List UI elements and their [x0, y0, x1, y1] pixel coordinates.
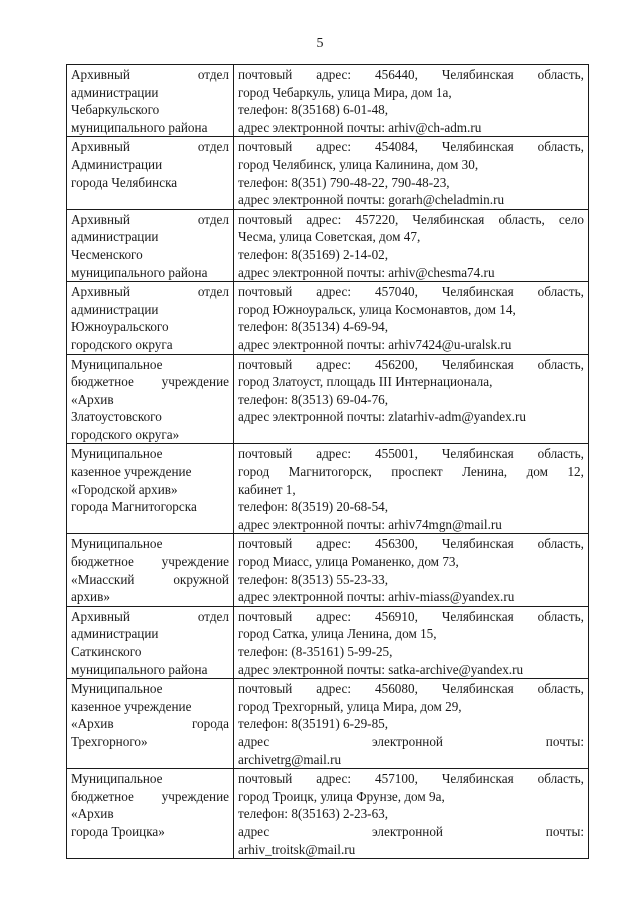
- archive-contact-line: адрес электронной почты: zlatarhiv-adm@yandex.ru: [238, 409, 527, 425]
- archive-name-line: Муниципальное: [71, 536, 163, 552]
- archive-contact-line: [238, 680, 584, 698]
- archive-contact-cell: [234, 534, 589, 606]
- archive-name-line: Южноуральского: [71, 319, 169, 335]
- archive-name-line: [71, 373, 229, 391]
- archive-contact-word: адрес:: [316, 67, 352, 82]
- archive-contact-line: [238, 283, 584, 301]
- archive-name-word: города: [191, 716, 229, 732]
- archive-contact-cell: [234, 444, 589, 534]
- archive-contact-word: Челябинская: [412, 211, 485, 227]
- archive-contact-word: 454084,: [375, 139, 418, 155]
- archive-contact-word: село: [558, 211, 584, 227]
- archive-contact-word: область,: [537, 608, 584, 624]
- archive-name-line: администрации: [71, 626, 159, 642]
- archive-contact-word: 455001,: [375, 446, 418, 462]
- archive-name-line: Администрации: [71, 156, 163, 172]
- archive-name-line: Муниципальное: [71, 446, 163, 462]
- archive-contact-cell: [234, 209, 589, 281]
- archive-contact-word: Челябинская: [441, 356, 514, 372]
- archive-name-line: городского округа: [71, 336, 173, 352]
- archive-contact-line: адрес электронной почты: arhiv@ch-adm.ru: [238, 119, 482, 135]
- archive-name-line: [71, 66, 229, 84]
- archive-name-word: бюджетное: [71, 374, 134, 390]
- archive-name-word: учреждение: [161, 554, 229, 570]
- archive-name-cell: [67, 137, 234, 209]
- archive-contact-line: город Златоуст, площадь III Интернационала,: [238, 374, 493, 390]
- archive-contact-cell: [234, 354, 589, 444]
- archive-name-line: [71, 571, 229, 589]
- table-row: [67, 534, 589, 606]
- archive-contact-line: [238, 356, 584, 374]
- archive-name-line: [71, 138, 229, 156]
- archive-name-line: Муниципальное: [71, 771, 163, 787]
- archive-contact-line: [238, 211, 584, 229]
- archive-contact-line: телефон: 8(35168) 6-01-48,: [238, 102, 389, 118]
- archive-contact-cell: [234, 65, 589, 137]
- archive-name-line: администрации: [71, 301, 159, 317]
- archive-contact-word: Челябинская: [441, 284, 514, 300]
- archive-name-line: городского округа»: [71, 426, 180, 442]
- archive-contact-word: адрес:: [316, 139, 352, 155]
- archive-name-word: Архивный: [71, 284, 130, 300]
- archive-contact-word: почтовый: [238, 139, 293, 155]
- archive-contact-word: область,: [537, 446, 584, 462]
- archive-name-line: города Магнитогорска: [71, 499, 197, 515]
- archive-contact-word: почтовый: [238, 771, 293, 787]
- archive-contact-word: адрес:: [316, 536, 352, 552]
- archive-contact-word: Челябинская: [441, 446, 514, 462]
- archive-contact-line: [238, 608, 584, 626]
- archive-contact-word: адрес:: [316, 681, 352, 697]
- archive-name-cell: [67, 354, 234, 444]
- archive-contact-word: почтовый: [238, 67, 293, 82]
- archive-contact-word: адрес:: [316, 771, 352, 787]
- archive-contact-word: адрес:: [306, 211, 342, 227]
- archive-name-word: отдел: [197, 67, 229, 82]
- archive-contact-word: область,: [537, 284, 584, 300]
- archive-contact-line: город Трехгорный, улица Мира, дом 29,: [238, 698, 462, 714]
- table-row: [67, 282, 589, 354]
- archive-contact-word: область,: [537, 139, 584, 155]
- archive-name-line: [71, 553, 229, 571]
- archive-name-line: администрации: [71, 229, 159, 245]
- archive-contact-line: телефон: (8-35161) 5-99-25,: [238, 644, 393, 659]
- table-row: [67, 606, 589, 678]
- archive-contact-line: адрес электронной почты: arhiv@chesma74.ru: [238, 264, 495, 280]
- archive-contact-line: [238, 823, 584, 841]
- archive-name-word: Архивный: [71, 211, 130, 227]
- archive-contact-line: город Южноуральск, улица Космонавтов, дом 14,: [238, 301, 516, 317]
- archive-name-line: Саткинского: [71, 644, 142, 659]
- archive-name-line: Чебаркульского: [71, 102, 160, 118]
- archive-contact-word: Ленина,: [462, 464, 508, 480]
- table-row: [67, 679, 589, 769]
- archive-name-word: «Архив: [71, 716, 114, 732]
- table-row: [67, 137, 589, 209]
- archive-contact-word: 456080,: [375, 681, 418, 697]
- archive-contact-line: телефон: 8(35163) 2-23-63,: [238, 806, 389, 822]
- archive-contact-word: Челябинская: [441, 139, 514, 155]
- archive-name-word: учреждение: [161, 374, 229, 390]
- archive-name-line: муниципального района: [71, 119, 208, 135]
- archive-contact-word: дом: [526, 464, 548, 480]
- archive-name-line: [71, 715, 229, 733]
- archive-contact-line: город Чебаркуль, улица Мира, дом 1а,: [238, 84, 452, 100]
- archive-contact-word: область,: [498, 211, 545, 227]
- archive-name-word: отдел: [197, 284, 229, 300]
- archive-contact-cell: [234, 769, 589, 859]
- archive-contact-line: телефон: 8(3513) 69-04-76,: [238, 391, 389, 407]
- table-row: [67, 209, 589, 281]
- archive-contact-line: адрес электронной почты: satka-archive@yandex.ru: [238, 661, 524, 677]
- archive-name-line: Трехгорного»: [71, 733, 148, 749]
- archive-name-word: отдел: [197, 608, 229, 624]
- archive-name-line: муниципального района: [71, 661, 208, 677]
- archive-contact-line: [238, 463, 584, 481]
- archive-name-cell: [67, 65, 234, 137]
- archive-contact-word: область,: [537, 67, 584, 82]
- page-number: 5: [316, 36, 324, 51]
- archive-contact-line: адрес электронной почты: arhiv7424@u-uralsk.ru: [238, 336, 512, 352]
- archive-contact-line: город Челябинск, улица Калинина, дом 30,: [238, 156, 479, 172]
- archive-name-line: города Троицка»: [71, 823, 165, 839]
- archive-contact-cell: [234, 606, 589, 678]
- archive-name-cell: [67, 534, 234, 606]
- archive-contact-cell: [234, 137, 589, 209]
- archive-contact-word: адрес:: [316, 356, 352, 372]
- archive-name-cell: [67, 679, 234, 769]
- archive-contact-word: 457220,: [355, 211, 399, 227]
- archive-contact-line: телефон: 8(3513) 55-23-33,: [238, 571, 389, 587]
- archive-name-line: [71, 211, 229, 229]
- archive-name-line: казенное учреждение: [71, 698, 192, 714]
- archive-contact-word: электронной: [372, 823, 443, 839]
- archive-contact-line: [238, 138, 584, 156]
- archive-name-word: Архивный: [71, 67, 130, 82]
- archive-contact-line: [238, 66, 584, 84]
- archive-contact-word: почтовый: [238, 356, 293, 372]
- archive-name-word: отдел: [197, 139, 229, 155]
- archive-name-line: муниципального района: [71, 264, 208, 280]
- archive-contact-word: область,: [537, 356, 584, 372]
- archive-contact-word: Челябинская: [441, 771, 514, 787]
- archive-contact-line: город Миасс, улица Романенко, дом 73,: [238, 554, 459, 570]
- archive-contact-word: адрес: [238, 733, 270, 749]
- archive-contact-word: Магнитогорск,: [288, 464, 372, 480]
- archive-contact-word: 457100,: [375, 771, 418, 787]
- archive-contact-line: кабинет 1,: [238, 481, 296, 497]
- archive-contact-word: Челябинская: [441, 536, 514, 552]
- archive-contact-line: [238, 733, 584, 751]
- archive-contact-line: адрес электронной почты: arhiv-miass@yandex.ru: [238, 589, 515, 605]
- table-body: [67, 65, 589, 859]
- archive-name-line: казенное учреждение: [71, 464, 192, 480]
- archive-contact-word: Челябинская: [441, 681, 514, 697]
- archive-contacts-table: [66, 64, 589, 859]
- archive-contact-word: 456300,: [375, 536, 418, 552]
- archive-contact-word: электронной: [372, 733, 443, 749]
- archive-contact-word: 12,: [567, 464, 584, 480]
- archive-contact-line: телефон: 8(35134) 4-69-94,: [238, 319, 389, 335]
- archive-name-line: Муниципальное: [71, 681, 163, 697]
- archive-contact-word: почтовый: [238, 681, 293, 697]
- archive-contact-line: телефон: 8(35191) 6-29-85,: [238, 716, 389, 732]
- archive-contact-word: 456200,: [375, 356, 418, 372]
- archive-name-cell: [67, 769, 234, 859]
- archive-contact-word: 456440,: [375, 67, 418, 82]
- archive-contact-word: почтовый: [238, 608, 293, 624]
- archive-name-line: Муниципальное: [71, 356, 163, 372]
- archive-name-line: «Архив: [71, 806, 114, 822]
- archive-name-word: бюджетное: [71, 554, 134, 570]
- archive-contact-line: [238, 445, 584, 463]
- table-row: [67, 354, 589, 444]
- archive-name-cell: [67, 282, 234, 354]
- archive-contact-word: город: [238, 464, 270, 480]
- archive-contact-word: область,: [537, 681, 584, 697]
- archive-contact-line: город Троицк, улица Фрунзе, дом 9а,: [238, 788, 445, 804]
- archive-contact-line: arhiv_troitsk@mail.ru: [238, 841, 356, 857]
- archive-name-line: [71, 608, 229, 626]
- archive-contact-line: город Сатка, улица Ленина, дом 15,: [238, 626, 437, 642]
- archive-contact-line: Чесма, улица Советская, дом 47,: [238, 229, 421, 245]
- archive-contact-word: область,: [537, 771, 584, 787]
- archive-contact-word: почты:: [545, 823, 584, 839]
- archive-name-line: [71, 283, 229, 301]
- archive-contact-line: [238, 535, 584, 553]
- archive-contact-line: телефон: 8(3519) 20-68-54,: [238, 499, 389, 515]
- archive-name-line: администрации: [71, 84, 159, 100]
- archive-contact-line: адрес электронной почты: arhiv74mgn@mail.ru: [238, 516, 502, 532]
- archive-name-word: окружной: [173, 571, 229, 587]
- archive-contact-word: Челябинская: [441, 608, 514, 624]
- archive-contact-line: archivetrg@mail.ru: [238, 751, 342, 767]
- archive-name-line: архив»: [71, 589, 110, 605]
- archive-name-word: Архивный: [71, 139, 130, 155]
- archive-contact-cell: [234, 679, 589, 769]
- archive-name-word: Архивный: [71, 608, 130, 624]
- archive-contact-line: телефон: 8(35169) 2-14-02,: [238, 246, 389, 262]
- archive-contact-word: адрес:: [316, 446, 352, 462]
- archive-name-line: города Челябинска: [71, 174, 178, 190]
- archive-contact-word: почтовый: [238, 211, 293, 227]
- archive-name-word: отдел: [197, 211, 229, 227]
- archive-contact-word: почтовый: [238, 284, 293, 300]
- archive-name-word: учреждение: [161, 788, 229, 804]
- archive-name-line: «Городской архив»: [71, 481, 178, 497]
- archive-contact-line: [238, 770, 584, 788]
- archive-name-line: Златоустовского: [71, 409, 162, 425]
- archive-name-cell: [67, 209, 234, 281]
- archive-name-line: «Архив: [71, 391, 114, 407]
- archive-contact-word: адрес:: [316, 284, 352, 300]
- archive-contact-word: адрес:: [316, 608, 352, 624]
- table-row: [67, 444, 589, 534]
- archive-name-line: [71, 788, 229, 806]
- archive-contact-word: 457040,: [375, 284, 418, 300]
- archive-contact-word: почтовый: [238, 536, 293, 552]
- archive-contact-word: область,: [537, 536, 584, 552]
- archive-contact-word: адрес: [238, 823, 270, 839]
- table-row: [67, 769, 589, 859]
- archive-contact-word: почты:: [545, 733, 584, 749]
- archive-contact-word: 456910,: [375, 608, 418, 624]
- archive-name-cell: [67, 444, 234, 534]
- archive-contact-word: Челябинская: [441, 67, 514, 82]
- archive-contact-cell: [234, 282, 589, 354]
- table-row: [67, 65, 589, 137]
- archive-name-line: Чесменского: [71, 246, 143, 262]
- archive-contact-line: адрес электронной почты: gorarh@cheladmin.ru: [238, 192, 505, 208]
- archive-name-cell: [67, 606, 234, 678]
- archive-contact-word: почтовый: [238, 446, 293, 462]
- archive-contact-line: телефон: 8(351) 790-48-22, 790-48-23,: [238, 174, 450, 190]
- archive-name-word: «Миасский: [71, 571, 135, 587]
- archive-contact-word: проспект: [391, 464, 443, 480]
- archive-name-word: бюджетное: [71, 788, 134, 804]
